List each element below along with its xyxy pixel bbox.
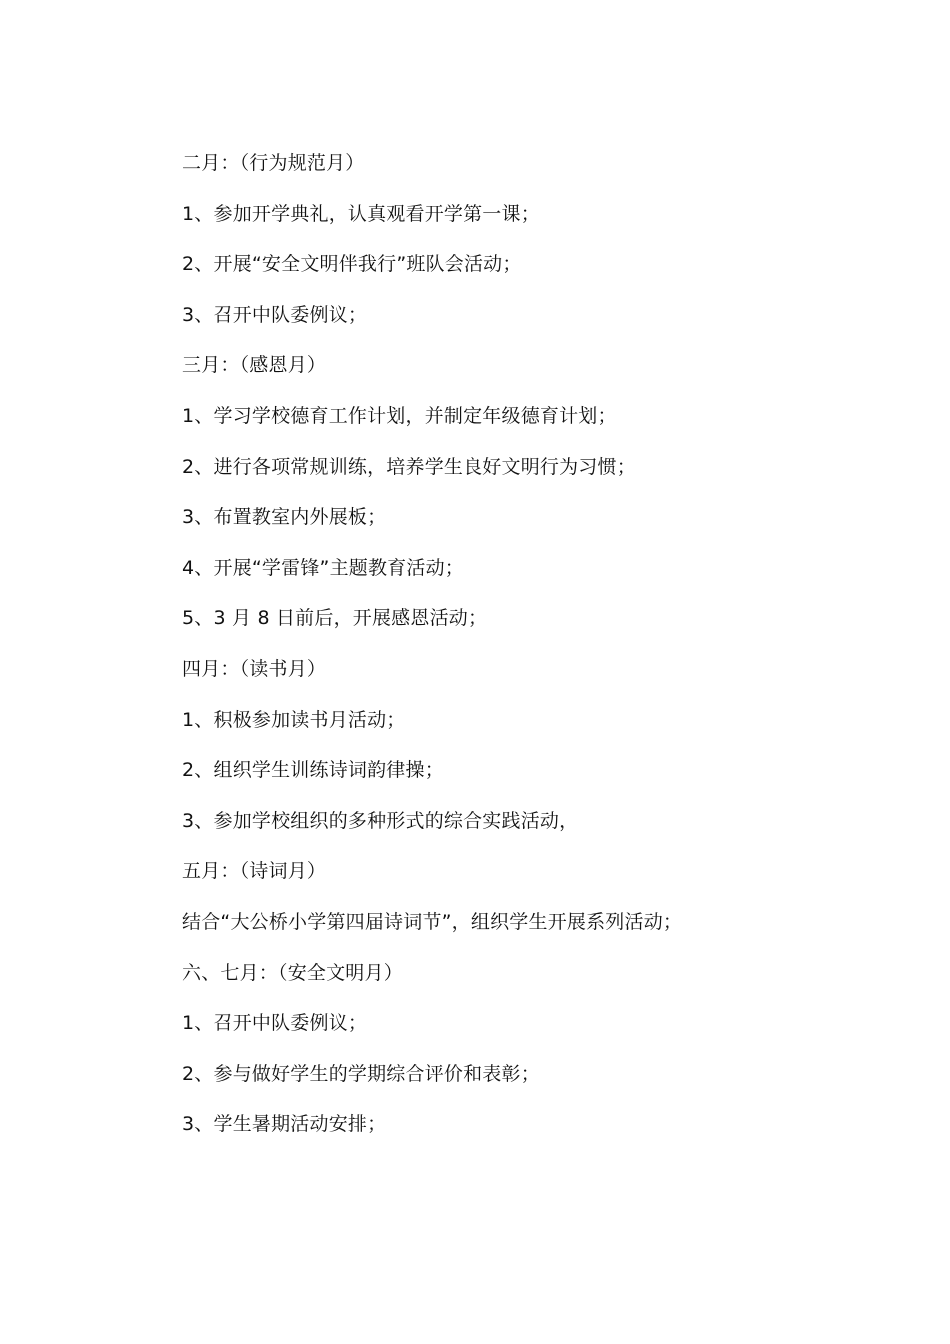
list-item: 2、开展“安全文明伴我行”班队会活动；: [182, 253, 522, 276]
list-item: 1、参加开学典礼，认真观看开学第一课；: [182, 202, 540, 225]
month-heading-february: 二月：（行为规范月）: [182, 152, 365, 174]
document-body: [182, 146, 882, 1158]
list-item: 3、布置教室内外展板；: [182, 506, 387, 529]
month-heading-april: 四月：（读书月）: [182, 657, 327, 680]
list-item: 1、积极参加读书月活动；: [182, 708, 406, 731]
list-item: 3、参加学校组织的多种形式的综合实践活动，: [182, 809, 579, 832]
list-item: 1、学习学校德育工作计划，并制定年级德育计划；: [182, 404, 617, 427]
list-item: 结合“大公桥小学第四届诗词节”，组织学生开展系列活动；: [182, 910, 683, 933]
month-heading-march: 三月：（感恩月）: [182, 354, 327, 377]
list-item: 2、组织学生训练诗词韵律操；: [182, 759, 444, 782]
list-item: 3、学生暑期活动安排；: [182, 1113, 387, 1136]
list-item: 2、参与做好学生的学期综合评价和表彰；: [182, 1062, 540, 1085]
list-item: 1、召开中队委例议；: [182, 1012, 368, 1035]
list-item: 4、开展“学雷锋”主题教育活动；: [182, 556, 464, 579]
list-item: 5、3 月 8 日前后，开展感恩活动；: [182, 607, 488, 630]
month-heading-june-july: 六、七月：（安全文明月）: [182, 961, 403, 984]
month-heading-may: 五月：（诗词月）: [182, 860, 327, 883]
list-item: 3、召开中队委例议；: [182, 303, 368, 326]
list-item: 2、进行各项常规训练，培养学生良好文明行为习惯；: [182, 455, 636, 478]
